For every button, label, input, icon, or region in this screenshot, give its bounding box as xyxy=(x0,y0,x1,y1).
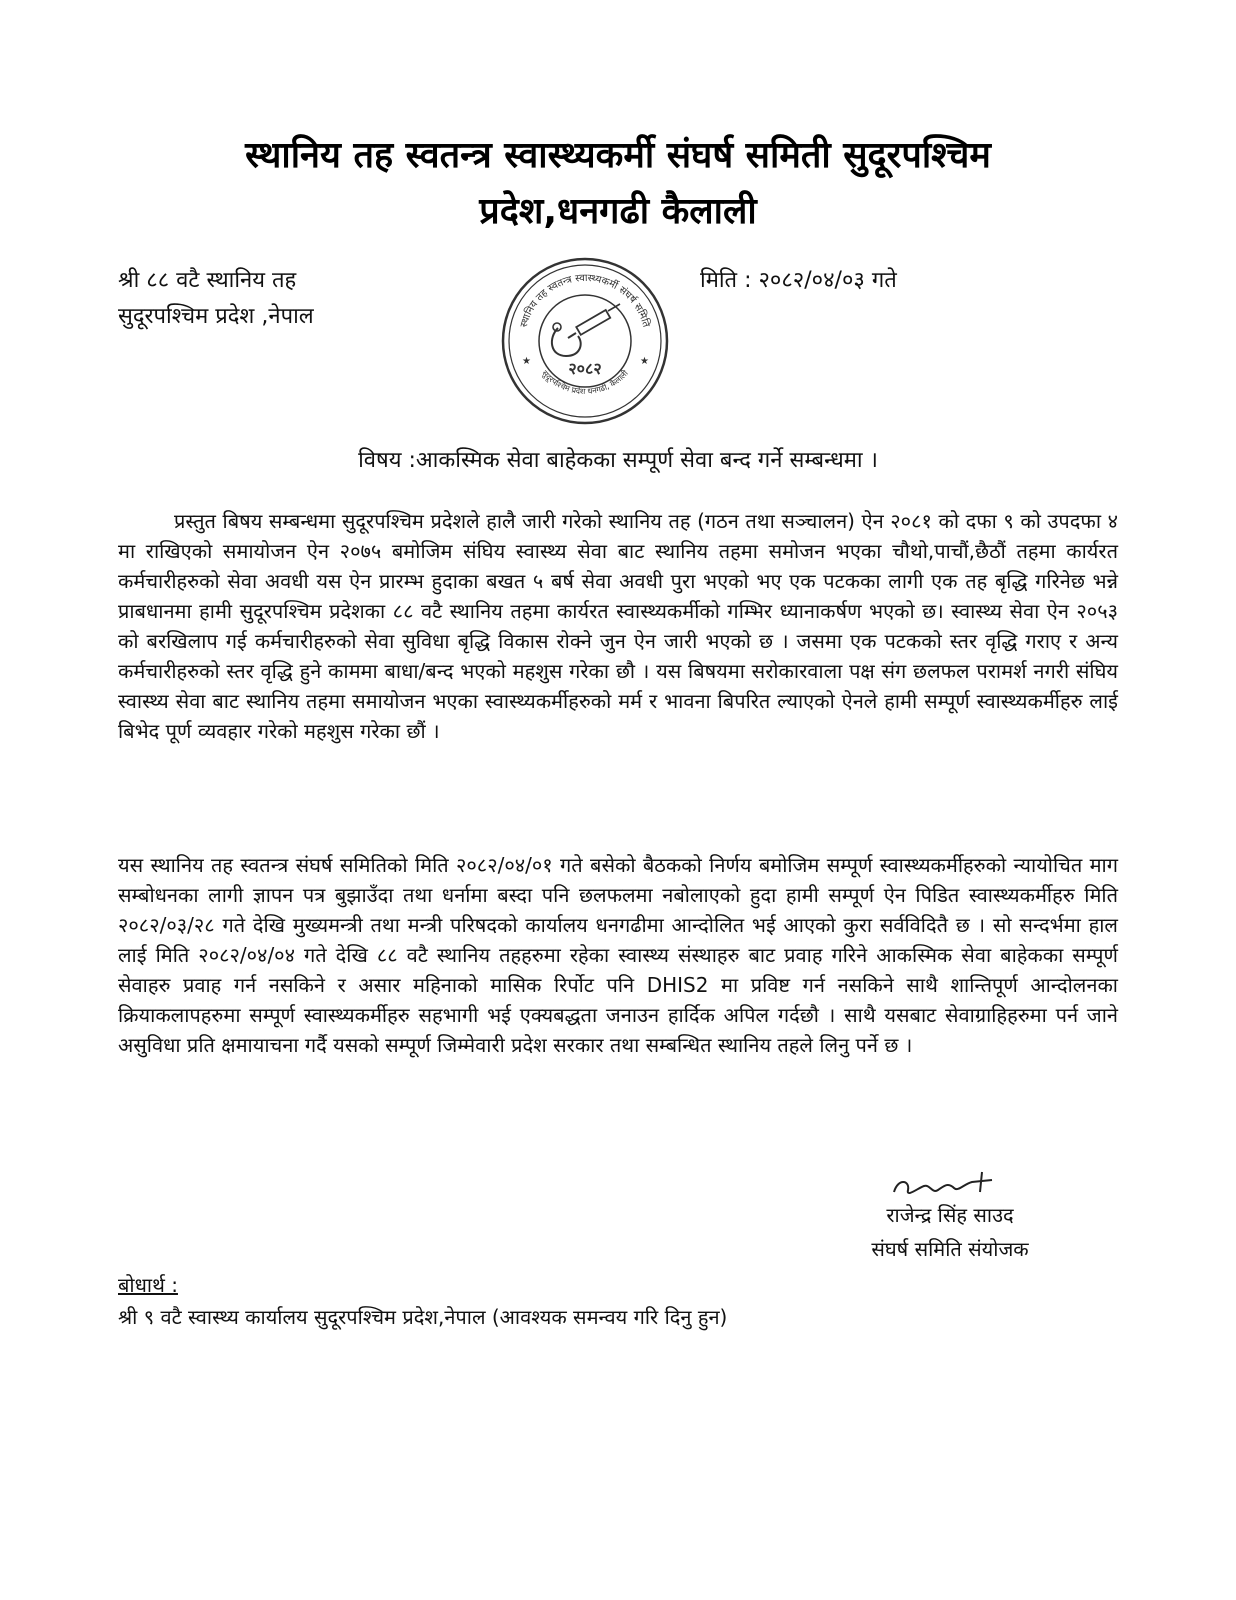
cc-label: बोधार्थ : xyxy=(118,1273,178,1297)
addressee-line1: श्री ८८ वटै स्थानिय तह xyxy=(118,268,297,293)
letterhead-title-line2: प्रदेश,धनगढी कैलाली xyxy=(479,191,757,232)
body-paragraph-1: प्रस्तुत बिषय सम्बन्धमा सुदूरपश्चिम प्रदेशले हालै जारी गरेको स्थानिय तह (गठन तथा सञ्चालन) ऐन २०८१ को दफा ९ को उपदफा ४ मा राखिएको समायोजन ऐन २०७५ बमोजिम संघिय स्वास्थ्य सेवा बाट स्थानिय तहमा समोजन भएका चौथो,पाचौं,छैठौं तहमा कार्यरत कर्मचारीहरुको सेवा अवधी यस ऐन प्रारम्भ हुदाका बखत ५ बर्ष सेवा अवधी पुरा भएको भए एक पटकका लागी एक तह बृद्धि गरिनेछ भन्ने प्राबधानमा हामी सुदूरपश्चिम प्रदेशका ८८ वटै स्थानिय तहमा कार्यरत स्वास्थ्यकर्मीको गम्भिर ध्यानाकर्षण भएको छ। स्वास्थ्य सेवा ऐन २०५३ को बरखिलाप गई कर्मचारीहरुको सेवा सुविधा बृद्धि विकास रोक्ने जुन ऐन जारी भएको छ । जसमा एक पटकको स्तर वृद्धि गराए र अन्य कर्मचारीहरुको स्तर वृद्धि हुने काममा बाधा/बन्द भएको महशुस गरेका छौ । यस बिषयमा सरोकारवाला पक्ष संग छलफल परामर्श नगरी संघिय स्वास्थ्य सेवा बाट स्थानिय तहमा समायोजन भएका स्वास्थ्यकर्मीहरुको मर्म र भावना बिपरित ल्याएको ऐनले हामी सम्पूर्ण स्वास्थ्यकर्मीहरु लाई बिभेद पूर्ण व्यवहार गरेको महशुस गरेका छौं । xyxy=(118,509,1118,743)
seal-year: २०८२ xyxy=(568,359,602,378)
body-paragraph-2: यस स्थानिय तह स्वतन्त्र संघर्ष समितिको मिति २०८२/०४/०१ गते बसेको बैठकको निर्णय बमोजिम सम्पूर्ण स्वास्थ्यकर्मीहरुको न्यायोचित माग सम्बोधनका लागी ज्ञापन पत्र बुझाउँदा तथा धर्नामा बस्दा पनि छलफलमा नबोलाएको हुदा हामी सम्पूर्ण ऐन पिडित स्वास्थ्यकर्मीहरु मिति २०८२/०३/२८ गते देखि मुख्यमन्त्री तथा मन्त्री परिषदको कार्यालय धनगढीमा आन्दोलित भई आएको कुरा सर्वविदितै छ । सो सन्दर्भमा हाल लाई मिति २०८२/०४/०४ गते देखि ८८ वटै स्थानिय तहहरुमा रहेका स्वास्थ्य संस्थाहरु बाट प्रवाह गरिने आकस्मिक सेवा बाहेकका सम्पूर्ण सेवाहरु प्रवाह गर्न नसकिने र असार महिनाको मासिक रिर्पोट पनि DHIS2 मा प्रविष्ट गर्न नसकिने साथै शान्तिपूर्ण आन्दोलनका क्रियाकलापहरुमा सम्पूर्ण स्वास्थ्यकर्मीहरु सहभागी भई एक्यबद्धता जनाउन हार्दिक अपिल गर्दछौ । साथै यसबाट सेवाग्राहिहरुमा पर्न जाने असुविधा प्रति क्षमायाचना गर्दै यसको सम्पूर्ण जिम्मेवारी प्रदेश सरकार तथा सम्बन्धित स्थानिय तहले लिनु पर्ने छ । xyxy=(118,853,1118,1057)
organization-seal xyxy=(500,256,670,426)
svg-text:★: ★ xyxy=(522,356,531,367)
syringe-stethoscope-icon xyxy=(552,304,620,356)
svg-text:★: ★ xyxy=(640,356,649,367)
seal-top-text: स्थानिय तह स्वतन्त्र स्वास्थ्यकर्मी संघर्ष समिति xyxy=(518,272,652,329)
signatory-name: राजेन्द्र सिंह साउद xyxy=(886,1203,1014,1227)
addressee-line2: सुदूरपश्चिम प्रदेश ,नेपाल xyxy=(118,304,314,329)
signatory-designation: संघर्ष समिति संयोजक xyxy=(871,1237,1029,1261)
cc-line: श्री ९ वटै स्वास्थ्य कार्यालय सुदूरपश्चिम प्रदेश,नेपाल (आवश्यक समन्वय गरि दिनु हुन) xyxy=(118,1305,728,1329)
handwritten-signature xyxy=(888,1168,998,1204)
seal-bottom-text: सुदूरपश्चिम प्रदेश धनगढी, कैलाली xyxy=(540,368,630,396)
letterhead-title-line1: स्थानिय तह स्वतन्त्र स्वास्थ्यकर्मी संघर्ष समिती सुदूरपश्चिम xyxy=(245,135,991,176)
letter-subject: विषय :आकस्मिक सेवा बाहेकका सम्पूर्ण सेवा बन्द गर्ने सम्बन्धमा । xyxy=(358,448,878,473)
letter-date: मिति : २०८२/०४/०३ गते xyxy=(700,268,897,293)
